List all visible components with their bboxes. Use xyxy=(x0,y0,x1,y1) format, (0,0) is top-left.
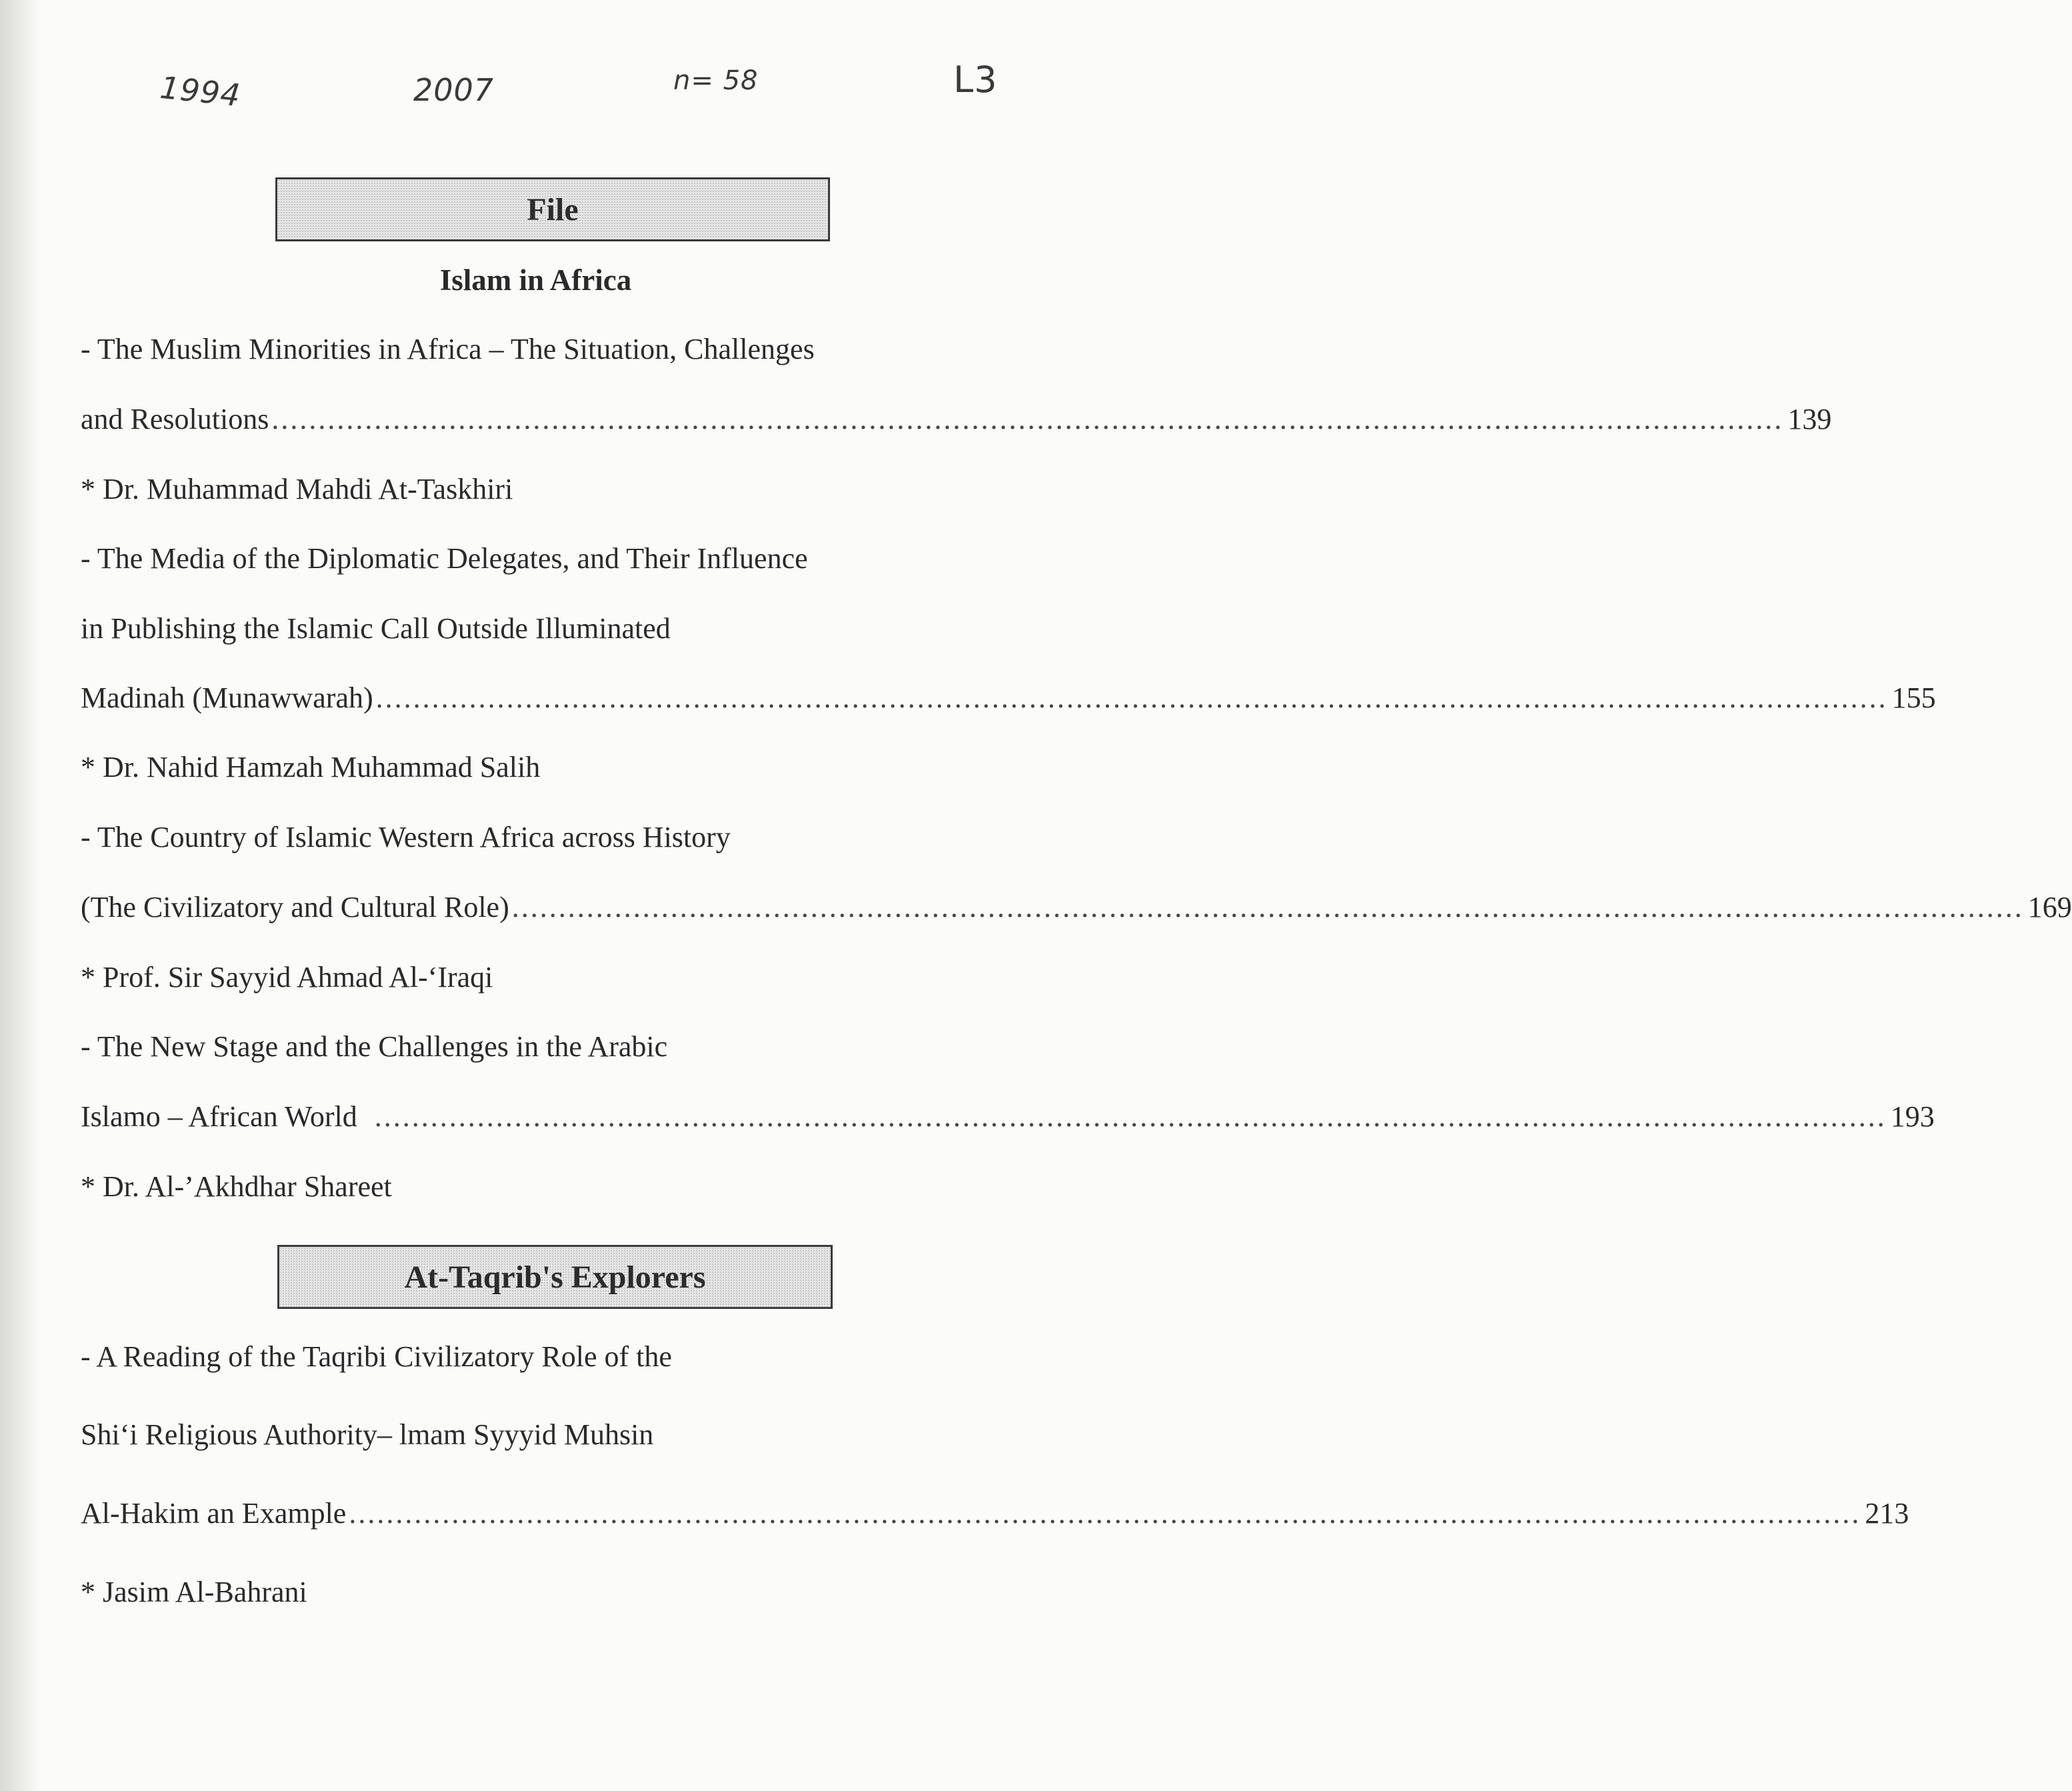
article-title-line: - A Reading of the Taqribi Civilizatory Role of the xyxy=(81,1340,672,1373)
article-title-line: Shi‘i Religious Authority– lmam Syyyid Muhsin xyxy=(81,1418,654,1451)
handwritten-year-start: 1994 xyxy=(158,69,243,114)
dot-leader: .................................................................................................................................................................. xyxy=(349,1497,1861,1530)
page-number: 193 xyxy=(1890,1100,1935,1133)
page-number: 155 xyxy=(1891,681,1936,714)
dot-leader: .................................................................................................................................................................. xyxy=(271,403,1784,435)
section-heading-explorers: At-Taqrib's Explorers xyxy=(277,1245,833,1309)
page-number: 139 xyxy=(1787,403,1832,435)
dot-leader: .................................................................................................................................................................. xyxy=(511,891,2024,924)
article-author: * Prof. Sir Sayyid Ahmad Al-‘Iraqi xyxy=(81,961,493,994)
section-subheading: Islam in Africa xyxy=(439,263,632,297)
toc-entry xyxy=(81,402,1832,437)
article-author: * Dr. Nahid Hamzah Muhammad Salih xyxy=(81,751,541,783)
section-heading-file: File xyxy=(275,177,830,241)
page-number: 169 xyxy=(2027,891,2072,924)
article-title-last-line: Al-Hakim an Example xyxy=(81,1497,347,1530)
handwritten-issue-number: n= 58 xyxy=(673,65,759,96)
article-author: * Jasim Al-Bahrani xyxy=(81,1576,307,1608)
article-title-line: - The Media of the Diplomatic Delegates, and Their Influence xyxy=(81,542,808,575)
page-number: 213 xyxy=(1865,1497,1909,1530)
article-title-line: - The Muslim Minorities in Africa – The Situation, Challenges xyxy=(81,333,815,365)
article-title-line: - The Country of Islamic Western Africa across History xyxy=(81,821,731,853)
article-title-last-line: Islamo – African World xyxy=(81,1100,357,1133)
toc-entry xyxy=(81,681,1936,715)
handwritten-year-end: 2007 xyxy=(413,72,495,108)
toc-entry xyxy=(81,890,2072,925)
article-title-line: in Publishing the Islamic Call Outside Illuminated xyxy=(81,612,671,645)
article-author: * Dr. Muhammad Mahdi At-Taskhiri xyxy=(81,473,513,505)
dot-leader: .................................................................................................................................................................. xyxy=(374,1100,1887,1133)
article-title-last-line: and Resolutions xyxy=(81,403,269,435)
dot-leader: .................................................................................................................................................................. xyxy=(375,681,1888,714)
article-author: * Dr. Al-’Akhdhar Shareet xyxy=(81,1170,392,1203)
toc-entry xyxy=(81,1496,1909,1531)
article-title-line: - The New Stage and the Challenges in the Arabic xyxy=(81,1030,668,1063)
article-title-last-line: (The Civilizatory and Cultural Role) xyxy=(81,891,509,924)
article-title-last-line: Madinah (Munawwarah) xyxy=(81,681,373,714)
handwritten-shelf-mark: L3 xyxy=(953,59,998,101)
toc-entry xyxy=(81,1100,1935,1134)
